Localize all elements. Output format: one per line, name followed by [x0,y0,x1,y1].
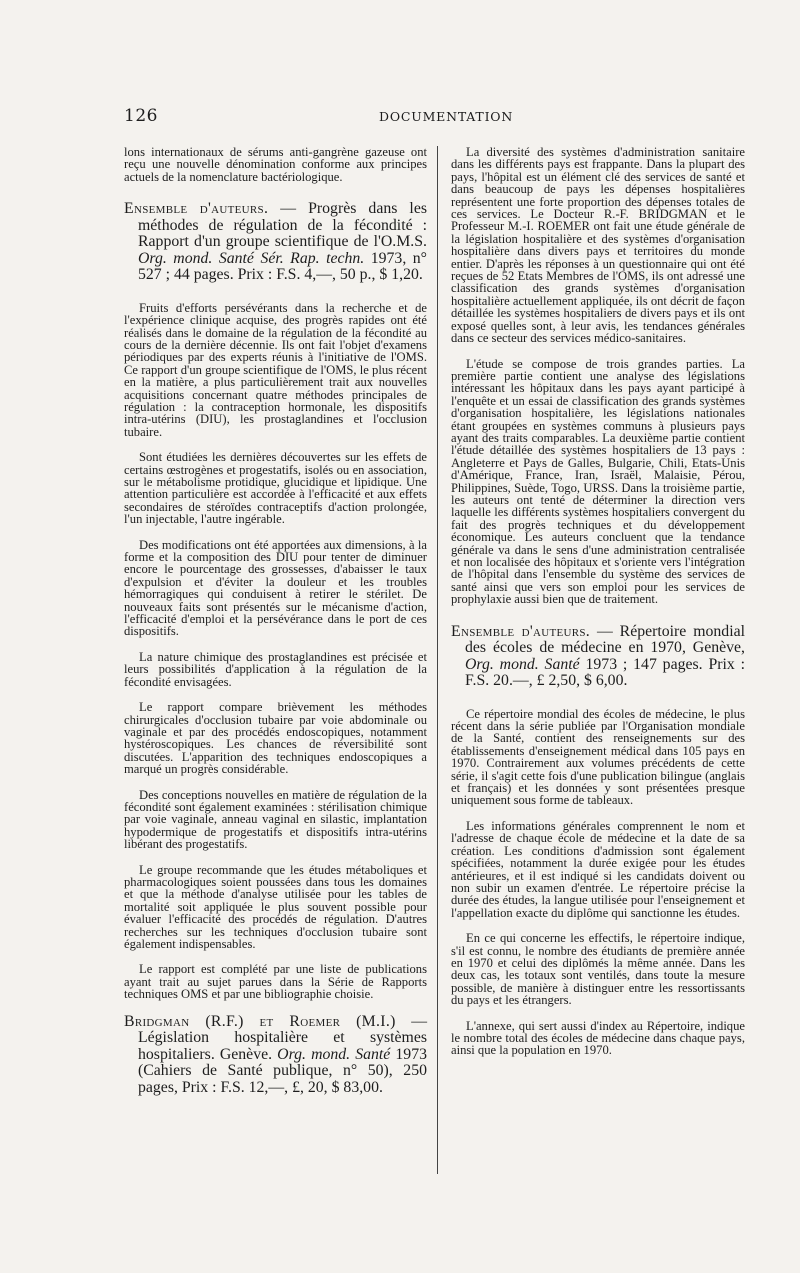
review-title: — Progrès dans les méthodes de régulation de la fécondité : Rapport d'un groupe scientifique de l'O.M.S. [138,200,427,251]
body-paragraph: Ce répertoire mondial des écoles de médecine, le plus récent dans la série publiée par l'Organisation mondiale de la Santé, contient des renseignements sur des établissements d'enseignement médical dans 105 pays en 1970. Contrairement aux volumes précédents de cette série, il s'agit cette fois d'une publication bilingue (anglais et français) et les données y sont présentées presque uniquement sous forme de tableaux. [451,706,745,808]
body-paragraph: La diversité des systèmes d'administration sanitaire dans les différents pays est frappante. Dans la plupart des pays, l'hôpital est un élément clé des services de santé et dans beaucoup de pays les dépenses hospitalières représentent une forte proportion des dépenses totales de ces services. Le Docteur R.-F. BRIDGMAN et le Professeur M.-I. ROEMER ont fait une étude générale de la législation hospitalière et des systèmes d'organisation hospitalière dans divers pays et territoires du monde entier. D'après les réponses à un questionnaire qui ont été reçues de 52 Etats Membres de l'OMS, ils ont adressé une classification des grands systèmes d'organisation hospitalière actuellement appliquée, ils ont décrit de façon détaillée les systèmes hospitaliers de divers pays et ils ont exposé quelles sont, à leur avis, les tendances générales dans ce secteur des services médico-sanitaires. [451,145,745,346]
review-title: — Législation hospitalière et systèmes hospitaliers. Genève. [138,1012,428,1063]
body-paragraph: Des modifications ont été apportées aux dimensions, à la forme et la composition des DIU pour tenter de diminuer encore le pourcentage des grossesses, d'abaisser le taux d'expulsion et d'éviter la douleur et les troubles hémorragiques qui conduisent à retirer le stérilet. De nouveaux faits sont présentés sur le mécanisme d'action, l'efficacité d'emploi et la persévérance dans le port de ces dispositifs. [124,537,427,639]
page-number: 126 [124,106,158,126]
body-paragraph: Le groupe recommande que les études métaboliques et pharmacologiques soient poussées dans tous les domaines et que la méthode d'analyse utilisée pour les tables de mortalité soit appliquée le plus souvent possible pour évaluer l'efficacité des procédés de régulation. D'autres recherches sur les techniques d'occlusion tubaire sont également indispensables. [124,862,427,951]
body-paragraph: L'étude se compose de trois grandes parties. La première partie contient une analyse des législations intéressant les hôpitaux dans les pays ayant participé à l'enquête et un essai de classification des grands systèmes d'organisation hospitalière, les législations nationales étant groupées en systèmes communs à plusieurs pays ayant des traits comparables. La deuxième partie contient l'étude détaillée des systèmes hospitaliers de 13 pays : Angleterre et Pays de Galles, Bulgarie, Chili, Etats-Unis d'Amérique, France, Iran, Israël, Malaisie, Pérou, Philippines, Suède, Togo, URSS. Dans la troisième partie, les auteurs ont tenté de déterminer la direction vers laquelle les différents systèmes hospitaliers convergent du fait des progrès techniques et du développement économique. Les auteurs concluent que la tendance générale va dans le sens d'une administration centralisée et non localisée des hôpitaux et s'oriente vers l'intégration de l'hôpital dans l'ensemble du système des services de santé ainsi que vers son emploi pour les services de prophylaxie aussi bien que de traitement. [451,356,745,607]
review-author: Ensemble d'auteurs. [124,200,269,218]
review-details: 1973, n° 527 ; 44 pages. Prix : F.S. 4,—, 50 p., $ 1,20. [138,249,427,284]
body-paragraph: La nature chimique des prostaglandines est précisée et leurs possibilités d'application à la régulation de la fécondité envisagées. [124,649,427,689]
running-title: DOCUMENTATION [379,109,514,124]
review-entry-fecondite [124,201,427,284]
body-paragraph: Les informations générales comprennent le nom et l'adresse de chaque école de médecine et la date de sa création. Les conditions d'admission sont également spécifiées, notamment la durée exigée pour les études antérieures, et il est indiqué si les candidats doivent ou non subir un examen d'entrée. Le répertoire précise la durée des études, la langue utilisée pour l'enseignement et l'appellation exacte du diplôme qui sanctionne les études. [451,818,745,920]
right-column [451,146,745,1070]
review-entry-repertoire [451,624,745,690]
review-details: 1973 ; 147 pages. Prix : F.S. 20.—, £ 2,50, $ 6,00. [465,655,746,690]
body-paragraph: L'annexe, qui sert aussi d'index au Répertoire, indique le nombre total des écoles de médecine dans chaque pays, ainsi que la population en 1970. [451,1018,745,1058]
review-source: Org. mond. Santé [465,655,580,673]
left-column [124,146,427,1114]
body-paragraph: Fruits d'efforts persévérants dans la recherche et de l'expérience clinique acquise, des progrès rapides ont été réalisés dans le domaine de la régulation de la fécondité au cours de la dernière décennie. Ils ont fait l'objet d'examens périodiques par des experts réunis à l'initiative de l'OMS. Ce rapport d'un groupe scientifique de l'OMS, le plus récent en la matière, a plus particulièrement trait aux nouvelles acquisitions concernant quatre méthodes principales de régulation : la contraception hormonale, les dispositifs intra-utérins (DIU), les prostaglandines et l'occlusion tubaire. [124,300,427,439]
body-paragraph: Le rapport compare brièvement les méthodes chirurgicales d'occlusion tubaire par voie abdominale ou vaginale et par des procédés endoscopiques, notamment hystéroscopiques. Les chances de réversibilité sont discutées. L'apparition des techniques endoscopiques a marqué un progrès considérable. [124,700,427,777]
review-entry-legislation [124,1014,427,1097]
intro-paragraph: lons internationaux de sérums anti-gangrène gazeuse ont reçu une nouvelle dénomination conforme aux principes actuels de la nomenclature bactériologique. [124,145,427,184]
review-title: — Répertoire mondial des écoles de médecine en 1970, Genève, [465,622,745,657]
review-details: 1973 (Cahiers de Santé publique, n° 50), 250 pages, Prix : F.S. 12,—, £, 20, $ 83,00. [138,1045,427,1096]
body-paragraph: Des conceptions nouvelles en matière de régulation de la fécondité sont également examinées : stérilisation chimique par voie vaginale, anneau vaginal en silastic, implantation hypodermique de progestatifs et dispositifs intra-utérins libérant des progestatifs. [124,787,427,852]
body-paragraph: En ce qui concerne les effectifs, le répertoire indique, s'il est connu, le nombre des étudiants de première année en 1970 et celui des diplômés la même année. Dans les deux cas, les totaux sont ventilés, dans toute la mesure possible, de manière à distinguer entre les ressortissants du pays et les étrangers. [451,931,745,1008]
review-source: Org. mond. Santé Sér. Rap. techn. [138,249,365,267]
body-paragraph: Sont étudiées les dernières découvertes sur les effets de certains œstrogènes et progestatifs, isolés ou en association, sur le métabolisme protidique, glucidique et lipidique. Une attention particulière est accordée à l'efficacité et aux effets secondaires de stéroïdes contraceptifs d'action prolongée, l'un injectable, l'autre ingérable. [124,450,427,527]
column-divider [437,146,438,1174]
review-author: Bridgman (R.F.) et Roemer (M.I.) [124,1012,396,1030]
review-author: Ensemble d'auteurs. [451,622,591,640]
page-header [124,106,696,128]
body-paragraph: Le rapport est complété par une liste de publications ayant trait au sujet parues dans la Série de Rapports techniques OMS et par une bibliographie choisie. [124,962,427,1002]
review-source: Org. mond. Santé [277,1045,391,1063]
